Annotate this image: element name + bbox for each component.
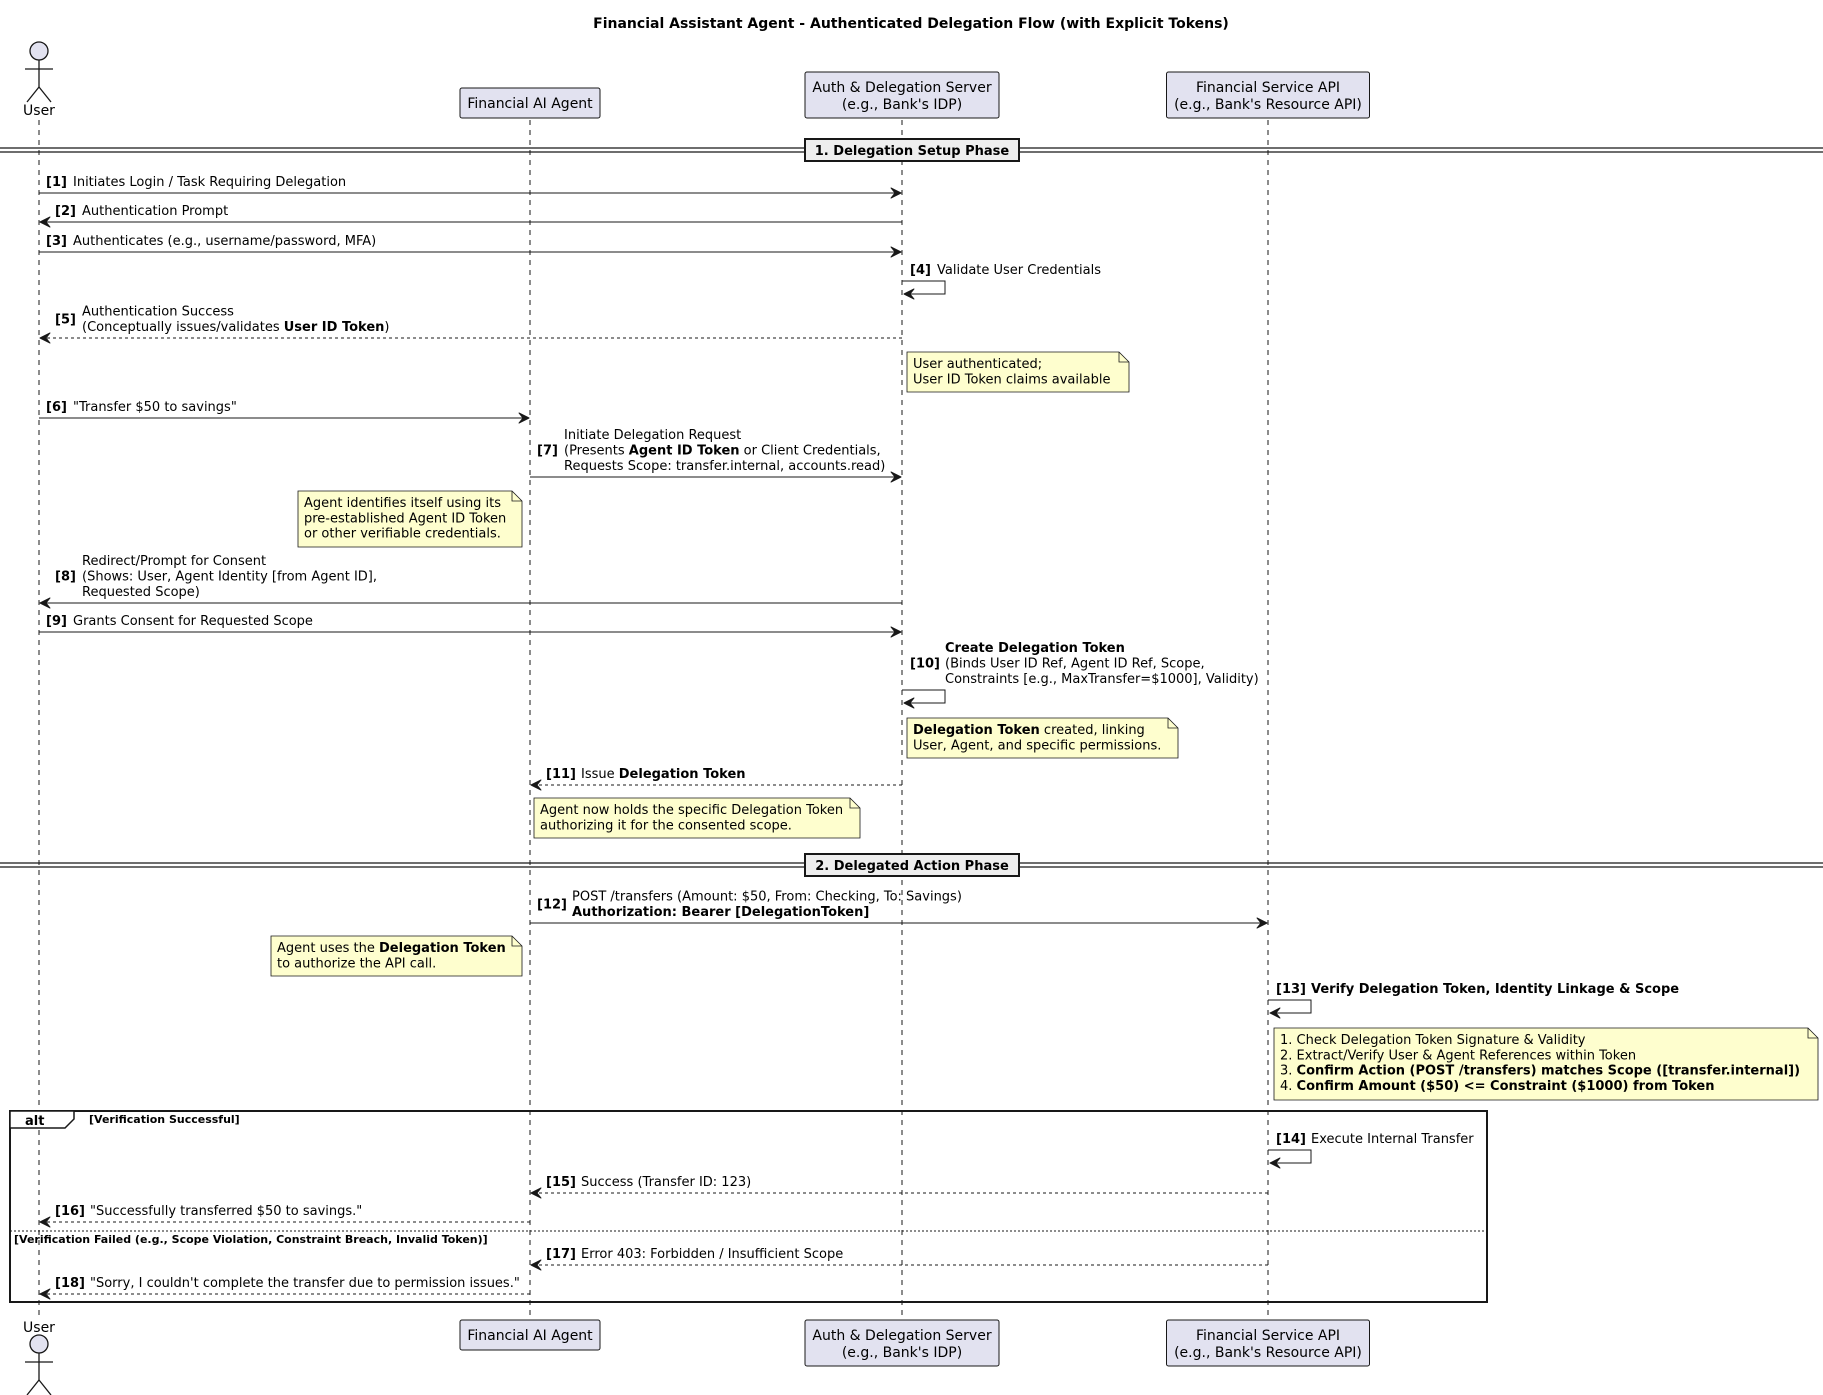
note-line <box>304 496 501 511</box>
note-line <box>913 357 1042 372</box>
message-label <box>73 175 346 190</box>
message-label-segment: (Conceptually issues/validates <box>82 320 284 335</box>
participant-label: Financial AI Agent <box>467 96 593 112</box>
participant-label: Financial AI Agent <box>467 1328 593 1344</box>
actor-label: User <box>23 103 55 119</box>
message-number: [8] <box>55 569 76 585</box>
note-line-segment: Agent identifies itself using its <box>304 496 502 511</box>
message-8 <box>40 554 902 603</box>
note-verification-steps <box>1274 1028 1818 1100</box>
diagram-title: Financial Assistant Agent - Authenticated Delegation Flow (with Explicit Tokens) <box>593 16 1229 32</box>
note-line-segment: User authenticated; <box>913 357 1043 372</box>
note-line-segment: Agent now holds the specific Delegation Token <box>540 803 844 818</box>
message-number: [6] <box>46 400 67 415</box>
note-line <box>913 723 1145 738</box>
message-label-segment: Verify Delegation Token, Identity Linkage & Scope <box>1311 982 1680 997</box>
note-line-segment: 4. <box>1280 1078 1297 1094</box>
note-line <box>1280 1079 1715 1094</box>
participant-auth-top <box>805 72 999 118</box>
message-number: [7] <box>537 443 558 459</box>
message-label-segment: Constraints [e.g., MaxTransfer=$1000], Validity) <box>945 672 1259 687</box>
message-number: [9] <box>46 614 67 629</box>
note-line-segment: User, Agent, and specific permissions. <box>913 738 1162 754</box>
alt-guard-success: [Verification Successful] <box>89 1113 240 1126</box>
message-12 <box>530 890 1267 924</box>
message-label <box>82 570 377 585</box>
note-line-segment: Confirm Amount ($50) <= Constraint ($1000) from Token <box>1296 1078 1715 1094</box>
message-label <box>572 905 869 920</box>
note-line-segment: Delegation Token <box>913 723 1040 738</box>
message-11 <box>531 767 902 785</box>
message-number: [17] <box>546 1247 576 1262</box>
alt-guard-failure: [Verification Failed (e.g., Scope Violation, Constraint Breach, Invalid Token)] <box>14 1233 488 1246</box>
message-number: [11] <box>546 767 576 782</box>
note-line <box>1280 1064 1800 1079</box>
message-label-segment: Validate User Credentials <box>937 263 1101 278</box>
note-line <box>304 527 501 542</box>
message-label <box>581 1247 843 1262</box>
message-4 <box>902 263 1101 294</box>
message-label <box>572 890 962 905</box>
message-label-segment: Initiates Login / Task Requiring Delegation <box>73 175 347 190</box>
message-label <box>73 614 313 629</box>
message-label-segment: Issue <box>581 767 619 782</box>
message-label-segment: (Shows: User, Agent Identity [from Agent ID], <box>82 569 378 585</box>
message-label <box>581 767 746 782</box>
message-10 <box>902 641 1259 703</box>
participant-agent-top <box>460 88 600 118</box>
message-label <box>73 234 376 249</box>
note-line <box>913 372 1110 387</box>
message-label-segment: "Transfer $50 to savings" <box>73 400 237 415</box>
message-label <box>937 263 1101 278</box>
phase-divider <box>0 854 1823 876</box>
message-label-segment: Agent ID Token <box>628 443 740 459</box>
note-line <box>1280 1048 1636 1063</box>
message-label-segment: Authorization: Bearer [DelegationToken] <box>572 905 870 920</box>
note-line <box>540 803 843 818</box>
participant-auth-bottom <box>805 1320 999 1366</box>
message-label-segment: ) <box>384 320 390 335</box>
message-number: [16] <box>55 1204 85 1219</box>
message-label-segment: POST /transfers (Amount: $50, From: Checking, To: Savings) <box>572 889 962 905</box>
message-number: [13] <box>1276 982 1306 997</box>
message-number: [4] <box>910 263 931 278</box>
participant-api-bottom <box>1167 1320 1370 1366</box>
note-line-segment: 3. <box>1280 1063 1297 1079</box>
message-label <box>581 1175 751 1190</box>
message-label <box>1311 1132 1474 1147</box>
message-label-segment: Delegation Token <box>618 767 746 782</box>
message-label-segment: Success (Transfer ID: 123) <box>581 1175 752 1190</box>
message-label <box>90 1204 362 1219</box>
phase-divider-label: 1. Delegation Setup Phase <box>814 144 1010 159</box>
message-label-segment: Redirect/Prompt for Consent <box>82 554 267 569</box>
actor-label: User <box>23 1320 55 1336</box>
participant-label: Auth & Delegation Server <box>812 80 992 96</box>
note-line <box>277 956 436 971</box>
participant-label: Financial Service API <box>1195 1328 1341 1344</box>
message-label <box>945 657 1205 672</box>
self-message-arrow <box>902 690 945 703</box>
note-line <box>277 941 506 956</box>
message-label-segment: (Presents <box>564 443 629 459</box>
message-9 <box>39 614 901 632</box>
message-label <box>82 585 200 600</box>
message-label-segment: Requests Scope: transfer.internal, accounts.read) <box>564 459 886 474</box>
message-label-segment: (Binds User ID Ref, Agent ID Ref, Scope, <box>945 656 1205 672</box>
note-line-segment: pre-established Agent ID Token <box>304 511 507 527</box>
actor-bottom <box>23 1320 55 1395</box>
message-label <box>82 305 234 320</box>
note-line-segment: to authorize the API call. <box>277 956 437 972</box>
participant-sublabel: (e.g., Bank's Resource API) <box>1174 97 1362 113</box>
message-label-segment: Authentication Prompt <box>82 204 229 219</box>
message-number: [12] <box>537 897 567 913</box>
note-line-segment: Confirm Action (POST /transfers) matches Scope ([transfer.internal]) <box>1296 1063 1801 1079</box>
message-18 <box>40 1276 530 1294</box>
message-6 <box>39 400 529 418</box>
message-number: [1] <box>46 175 67 190</box>
message-label <box>564 428 741 443</box>
message-3 <box>39 234 901 252</box>
note-agent-uses-token <box>271 936 522 976</box>
note-line <box>540 818 792 833</box>
message-label-segment: or Client Credentials, <box>739 443 881 459</box>
actor-top <box>23 42 55 119</box>
message-2 <box>40 204 902 222</box>
participant-sublabel: (e.g., Bank's IDP) <box>841 1345 963 1361</box>
message-14 <box>1268 1132 1474 1163</box>
note-line-segment: User ID Token claims available <box>913 372 1111 388</box>
message-label-segment: "Sorry, I couldn't complete the transfer due to permission issues." <box>90 1276 520 1291</box>
note-user-authenticated <box>907 352 1129 392</box>
note-line <box>304 511 506 526</box>
message-number: [3] <box>46 234 67 249</box>
note-agent-identifies <box>298 491 522 547</box>
message-label-segment: Create Delegation Token <box>945 641 1125 656</box>
note-delegation-token-created <box>907 718 1178 758</box>
message-label <box>82 554 266 569</box>
participant-sublabel: (e.g., Bank's Resource API) <box>1174 1345 1362 1361</box>
message-label-segment: Requested Scope) <box>82 585 200 600</box>
phase-divider <box>0 139 1823 161</box>
message-number: [5] <box>55 312 76 328</box>
note-line-segment: created, linking <box>1039 723 1145 738</box>
message-label <box>90 1276 520 1291</box>
message-number: [18] <box>55 1276 85 1291</box>
message-15 <box>531 1175 1268 1193</box>
note-line-segment: authorizing it for the consented scope. <box>540 818 792 834</box>
note-line <box>913 738 1161 753</box>
message-label <box>73 400 237 415</box>
participant-label: Financial Service API <box>1195 80 1341 96</box>
note-line-segment: Delegation Token <box>379 941 506 956</box>
message-label-segment: Error 403: Forbidden / Insufficient Scope <box>581 1247 844 1262</box>
message-1 <box>39 175 901 193</box>
message-label-segment: Execute Internal Transfer <box>1311 1132 1474 1147</box>
message-label-segment: Authenticates (e.g., username/password, MFA) <box>73 234 377 249</box>
message-number: [10] <box>910 656 940 672</box>
message-label-segment: Grants Consent for Requested Scope <box>73 614 313 629</box>
participant-sublabel: (e.g., Bank's IDP) <box>841 97 963 113</box>
note-line-segment: Agent uses the <box>277 941 379 956</box>
participant-agent-bottom <box>460 1320 600 1350</box>
phase-divider-label: 2. Delegated Action Phase <box>815 859 1009 874</box>
note-agent-holds-token <box>534 798 860 838</box>
alt-keyword: alt <box>25 1114 45 1129</box>
message-number: [2] <box>55 204 76 219</box>
participant-api-top <box>1167 72 1370 118</box>
message-label <box>564 459 885 474</box>
message-label-segment: Authentication Success <box>82 304 234 320</box>
message-label <box>82 204 228 219</box>
participant-label: Auth & Delegation Server <box>812 1328 992 1344</box>
message-17 <box>531 1247 1268 1265</box>
message-13 <box>1268 982 1679 1013</box>
message-label-segment: "Successfully transferred $50 to savings." <box>90 1204 363 1219</box>
note-line-segment: or other verifiable credentials. <box>304 526 501 542</box>
message-label-segment: User ID Token <box>283 320 385 335</box>
message-label <box>564 444 881 459</box>
self-message-arrow <box>902 281 945 294</box>
note-line-segment: 2. Extract/Verify User & Agent References within Token <box>1280 1048 1637 1064</box>
message-label-segment: Initiate Delegation Request <box>564 428 742 443</box>
self-message-arrow <box>1268 1150 1311 1163</box>
message-label <box>945 672 1259 687</box>
self-message-arrow <box>1268 1000 1311 1013</box>
message-number: [14] <box>1276 1132 1306 1147</box>
message-label <box>945 641 1125 656</box>
message-16 <box>40 1204 530 1222</box>
message-number: [15] <box>546 1175 576 1190</box>
note-line-segment: 1. Check Delegation Token Signature & Validity <box>1280 1033 1586 1048</box>
note-line <box>1280 1033 1586 1048</box>
message-label <box>1311 982 1679 997</box>
message-label <box>82 320 389 335</box>
message-7 <box>530 428 901 477</box>
message-5 <box>40 305 902 339</box>
